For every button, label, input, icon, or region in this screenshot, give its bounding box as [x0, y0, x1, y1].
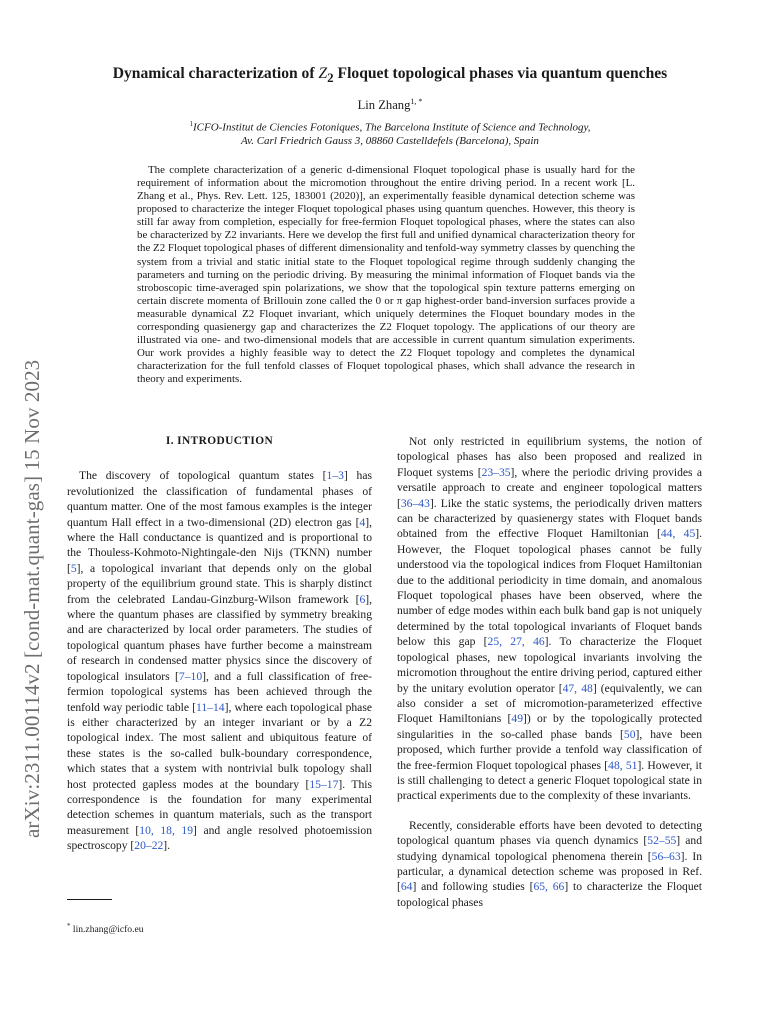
paragraph-text: ]. [163, 839, 171, 853]
footnote-email[interactable]: lin.zhang@icfo.eu [72, 924, 144, 936]
title-prefix: Dynamical characterization of [112, 65, 319, 82]
paragraph [67, 468, 372, 853]
citation-link[interactable]: 1–3 [326, 469, 344, 483]
paragraph [397, 434, 702, 804]
paragraph-text: ]. This correspondence is the foundation for many experimental detection schemes in quantum materials, such as the transport measurement [ [67, 777, 372, 837]
citation-link[interactable]: 56–63 [651, 849, 681, 863]
arxiv-identifier: arXiv:2311.00114v2 [cond-mat.quant-gas] 15 Nov 2023 [20, 359, 44, 838]
paragraph-text: ]. In particular, a dynamical detection scheme was proposed in Ref. [ [397, 849, 702, 894]
paragraph-text: ], a topological invariant that depends only on the global property of the equilibrium ground state. This is sharply distinct from the celebrated Landau-Ginzburg-Wilson framework [ [67, 561, 372, 606]
paragraph-text: Not only restricted in equilibrium systems, the notion of topological phases has also been proposed and realized in Floquet systems [ [397, 435, 702, 479]
paragraph-text: ]. Like the static systems, the periodically driven matters can be characterized by quasienergy states with Floquet bands obtained from the effective Floquet Hamiltonian [ [397, 496, 702, 541]
left-column [67, 434, 372, 854]
citation-link[interactable]: 65, 66 [533, 880, 565, 894]
citation-link[interactable]: 23–35 [481, 465, 511, 479]
citation-link[interactable]: 48, 51 [608, 758, 638, 772]
paragraph-text: Recently, considerable efforts have been devoted to detecting topological quantum phases via quench dynamics [ [397, 818, 702, 848]
paragraph-text: The discovery of topological quantum states [ [79, 469, 327, 483]
citation-link[interactable]: 5 [70, 561, 77, 575]
left-column-paragraphs [67, 468, 372, 853]
paragraph-text: ] and following studies [ [412, 880, 534, 894]
citation-link[interactable]: 49 [511, 712, 523, 726]
paper-title [60, 65, 720, 86]
affiliation-line-1-text: ICFO-Institut de Ciencies Fotoniques, The Barcelona Institute of Science and Technology, [192, 121, 591, 134]
paragraph-text: ]. However, the Floquet topological phases cannot be fully understood via the topological indices from Floquet Hamiltonian due to the additional periodicity in time domain, and anomalous Floquet topological phases have been observed, where the number of edge modes within each bulk band gap is not uniquely determined by the total topological invariants of Floquet bands below this gap [ [397, 527, 703, 649]
affiliation [80, 118, 700, 148]
right-column [397, 434, 702, 910]
citation-link[interactable]: 36–43 [400, 496, 430, 510]
affiliation-line-2: Av. Carl Friedrich Gauss 3, 08860 Castelldefels (Barcelona), Spain [241, 134, 539, 147]
title-z2-subscript: 2 [327, 70, 334, 86]
citation-link[interactable]: 10, 18, 19 [139, 823, 194, 837]
citation-link[interactable]: 25, 27, 46 [487, 635, 545, 649]
affiliation-superscript: 1 [189, 120, 193, 128]
paragraph-text: ], have been proposed, which further provide a tenfold way classification of the free-fermion Floquet topological phases [ [397, 727, 702, 772]
paragraph-text: ], where the Hall conductance is quantized and is proportional to the Thouless-Kohmoto-Nightingale-den Nijs (TKNN) number [ [67, 515, 372, 575]
paragraph-text: ] and studying dynamical topological phenomena therein [ [397, 834, 702, 863]
paragraph-text: ]) or by the topologically protected singularities in the so-called phase bands [ [397, 712, 702, 741]
author-superscript: 1, * [410, 97, 423, 106]
paragraph-text: ] to characterize the Floquet topological phases [397, 880, 702, 909]
affiliation-line-1 [80, 118, 700, 135]
paragraph [397, 818, 702, 910]
citation-link[interactable]: 15–17 [309, 777, 339, 791]
citation-link[interactable]: 6 [359, 592, 366, 606]
citation-link[interactable]: 64 [400, 880, 413, 894]
citation-link[interactable]: 50 [623, 727, 636, 741]
paragraph-text: ] and angle resolved photoemission spectroscopy [ [67, 823, 372, 853]
citation-link[interactable]: 20–22 [134, 839, 164, 853]
author-line [60, 97, 720, 113]
title-z2-symbol: Z [318, 65, 328, 82]
paragraph-text: ], where each topological phase is either characterized by an integer invariant or by a Z2 topological index. The most salient and ubiquitous feature of these states is the so-called bulk-boundary correspondence, which states that a system with nontrivial bulk topology shall host protected gapless modes at the boundary [ [67, 700, 372, 791]
citation-link[interactable]: 7–10 [178, 669, 203, 683]
citation-link[interactable]: 52–55 [647, 834, 677, 848]
author-name: Lin Zhang [357, 98, 411, 113]
citation-link[interactable]: 47, 48 [562, 681, 593, 695]
title-suffix: Floquet topological phases via quantum quenches [333, 65, 668, 82]
paragraph-text: ], where the periodic driving provides a versatile approach to create and engineer topological matters [ [397, 465, 702, 510]
paragraph-text: ] (equivalently, we can also consider a set of micromotion-parameterized effective Floquet Hamiltonians [ [397, 681, 703, 726]
paragraph-text: ]. To characterize the Floquet topological phases, new topological invariants involving the micromotion throughout the entire driving period, captured either by the unitary evolution operator [ [397, 635, 702, 695]
footnote [67, 922, 144, 935]
footnote-rule [67, 899, 112, 900]
citation-link[interactable]: 44, 45 [660, 527, 696, 541]
citation-link[interactable]: 11–14 [196, 700, 225, 714]
section-heading-introduction: I. INTRODUCTION [165, 435, 274, 447]
abstract: The complete characterization of a generic d-dimensional Floquet topological phase is usually hard for the requirement of information about the micromotion throughout the entire driving period. In a recent work [L. Zhang et al., Phys. Rev. Lett. 125, 183001 (2020)], an experimentally feasible dynamical detection scheme was proposed to characterize the integer Floquet topological phases using quantum quenches. However, this theory is still far away from completion, especially for free-fermion Floquet topological phases, where the states can also be characterized by Z2 invariants. Here we develop the first full and unified dynamical characterization theory for the Z2 Floquet topological phases of different dimensionality and tenfold-way symmetry classes by quenching the system from a trivial and static initial state to the Floquet topological regime through suddenly changing the parameters and turning on the periodic driving. By measuring the minimal information of Floquet bands via the stroboscopic time-averaged spin polarizations, we show that the topological spin texture patterns emerging on certain discrete momenta of Brillouin zone called the 0 or π gap highest-order band-inversion surfaces provide a measurable dynamical Z2 Floquet invariant, which uniquely determines the Floquet boundary modes in the corresponding quasienergy gap and characterizes the Z2 Floquet topology. The applications of our theory are illustrated via one- and two-dimensional models that are accessible in current quantum simulation experiments. Our work provides a highly feasible way to detect the Z2 Floquet topology and completes the dynamical characterization for the full tenfold classes of Floquet topological phases, which shall advance the research in theory and experiments. [137, 163, 635, 386]
right-column-paragraphs [397, 434, 702, 910]
footnote-mark: * [67, 922, 71, 930]
paragraph-text: ], where the quantum phases are classified by symmetry breaking and are characterized by local order parameters. The studies of topological quantum phases have further become a mainstream of research in condensed matter physics since the discovery of topological insulators [ [67, 592, 372, 683]
paragraph-text: ]. However, it is still challenging to detect a generic Floquet topological state in practical experiments due to the complexity of these invariants. [397, 758, 702, 803]
citation-link[interactable]: 4 [359, 515, 366, 529]
paragraph-text: ] has revolutionized the classification of fundamental phases of quantum matter. One of the most famous examples is the integer quantum Hall effect in a two-dimensional (2D) electron gas [ [67, 469, 372, 529]
paragraph-text: ], and a full classification of free-fermion topological systems has been achieved through the tenfold way periodic table [ [67, 669, 372, 714]
